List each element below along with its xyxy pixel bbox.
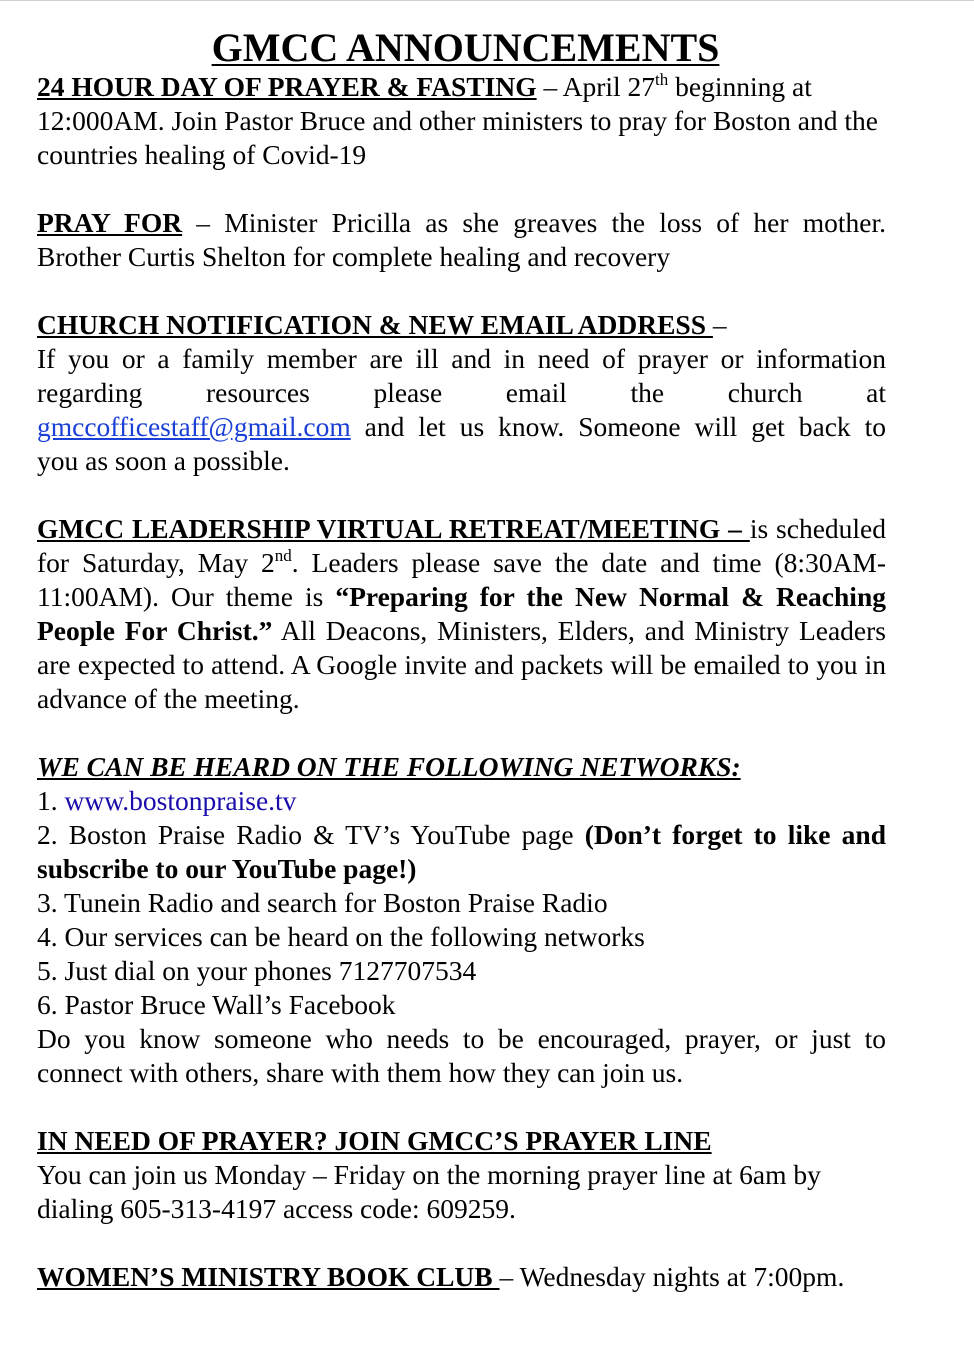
notification-last: you as soon a possible. [37,445,290,476]
notification-after-email: and let us know. Someone will get back to [350,411,886,442]
network-item-1 [37,784,886,818]
pray-for-heading: PRAY FOR [37,207,183,238]
network-item-3: 3. Tunein Radio and search for Boston Praise Radio [37,887,608,918]
retreat-text3: All Deacons, Ministers, Elders, and Ministry Leaders are expected to attend. A Google invite and packets will be emailed to you in advance of the meeting. [37,615,886,714]
section-book-club [37,1260,886,1294]
section-prayer-fasting [37,70,886,172]
notification-line2: regarding resources please email the church at [37,377,886,408]
notification-heading: CHURCH NOTIFICATION & NEW EMAIL ADDRESS [37,309,713,340]
prayer-line-heading: IN NEED OF PRAYER? JOIN GMCC’S PRAYER LINE [37,1125,712,1156]
networks-closing: Do you know someone who needs to be encouraged, prayer, or just to connect with others, share with them how they can join us. [37,1023,886,1088]
network-item-2 [37,818,886,886]
pray-for-line2: Brother Curtis Shelton for complete healing and recovery [37,241,671,272]
section-pray-for [37,206,886,274]
notification-line1: If you or a family member are ill and in need of prayer or information [37,343,886,374]
networks-heading: WE CAN BE HEARD ON THE FOLLOWING NETWORKS: [37,751,741,782]
network-item-2-text: 2. Boston Praise Radio & TV’s YouTube page [37,819,585,850]
pray-for-line1: – Minister Pricilla as she greaves the loss of her mother. [182,207,886,238]
section-leadership-retreat [37,512,886,716]
bostonpraise-link[interactable]: www.bostonpraise.tv [64,785,297,816]
prayer-fasting-date-suffix: th [655,70,669,89]
prayer-fasting-heading: 24 HOUR DAY OF PRAYER & FASTING [37,71,537,102]
section-prayer-line [37,1124,886,1226]
prayer-fasting-date: – April 27 [536,71,656,102]
network-item-6: 6. Pastor Bruce Wall’s Facebook [37,989,396,1020]
section-networks [37,750,886,1090]
retreat-text1: is scheduled for Saturday, May 2 [37,513,886,578]
network-item-4: 4. Our services can be heard on the following networks [37,921,645,952]
prayer-fasting-text: beginning at 12:000AM. Join Pastor Bruce and other ministers to pray for Boston and the countries healing of Covid-19 [37,71,878,170]
network-item-2-note: (Don’t forget to like and subscribe to our YouTube page!) [37,819,886,884]
church-email-link[interactable]: gmccofficestaff@gmail.com [37,411,351,442]
network-item-5: 5. Just dial on your phones 7127707534 [37,955,477,986]
retreat-heading: GMCC LEADERSHIP VIRTUAL RETREAT/MEETING – [37,513,750,544]
book-club-text: – Wednesday nights at 7:00pm. [499,1261,845,1292]
retreat-date-suffix: nd [274,546,292,565]
notification-dash: – [712,309,727,340]
page-title: GMCC ANNOUNCEMENTS [211,25,720,70]
prayer-line-text: You can join us Monday – Friday on the morning prayer line at 6am by dialing 605-313-4197 access code: 609259. [37,1159,821,1224]
announcements-page [0,26,974,1294]
retreat-text2: . Leaders please save the date and time (8:30AM-11:00AM). Our theme is [37,547,886,612]
network-item-1-number: 1. [37,785,65,816]
retreat-theme: “Preparing for the New Normal & Reaching People For Christ.” [37,581,886,646]
section-church-notification [37,308,886,478]
book-club-heading: WOMEN’S MINISTRY BOOK CLUB [37,1261,500,1292]
